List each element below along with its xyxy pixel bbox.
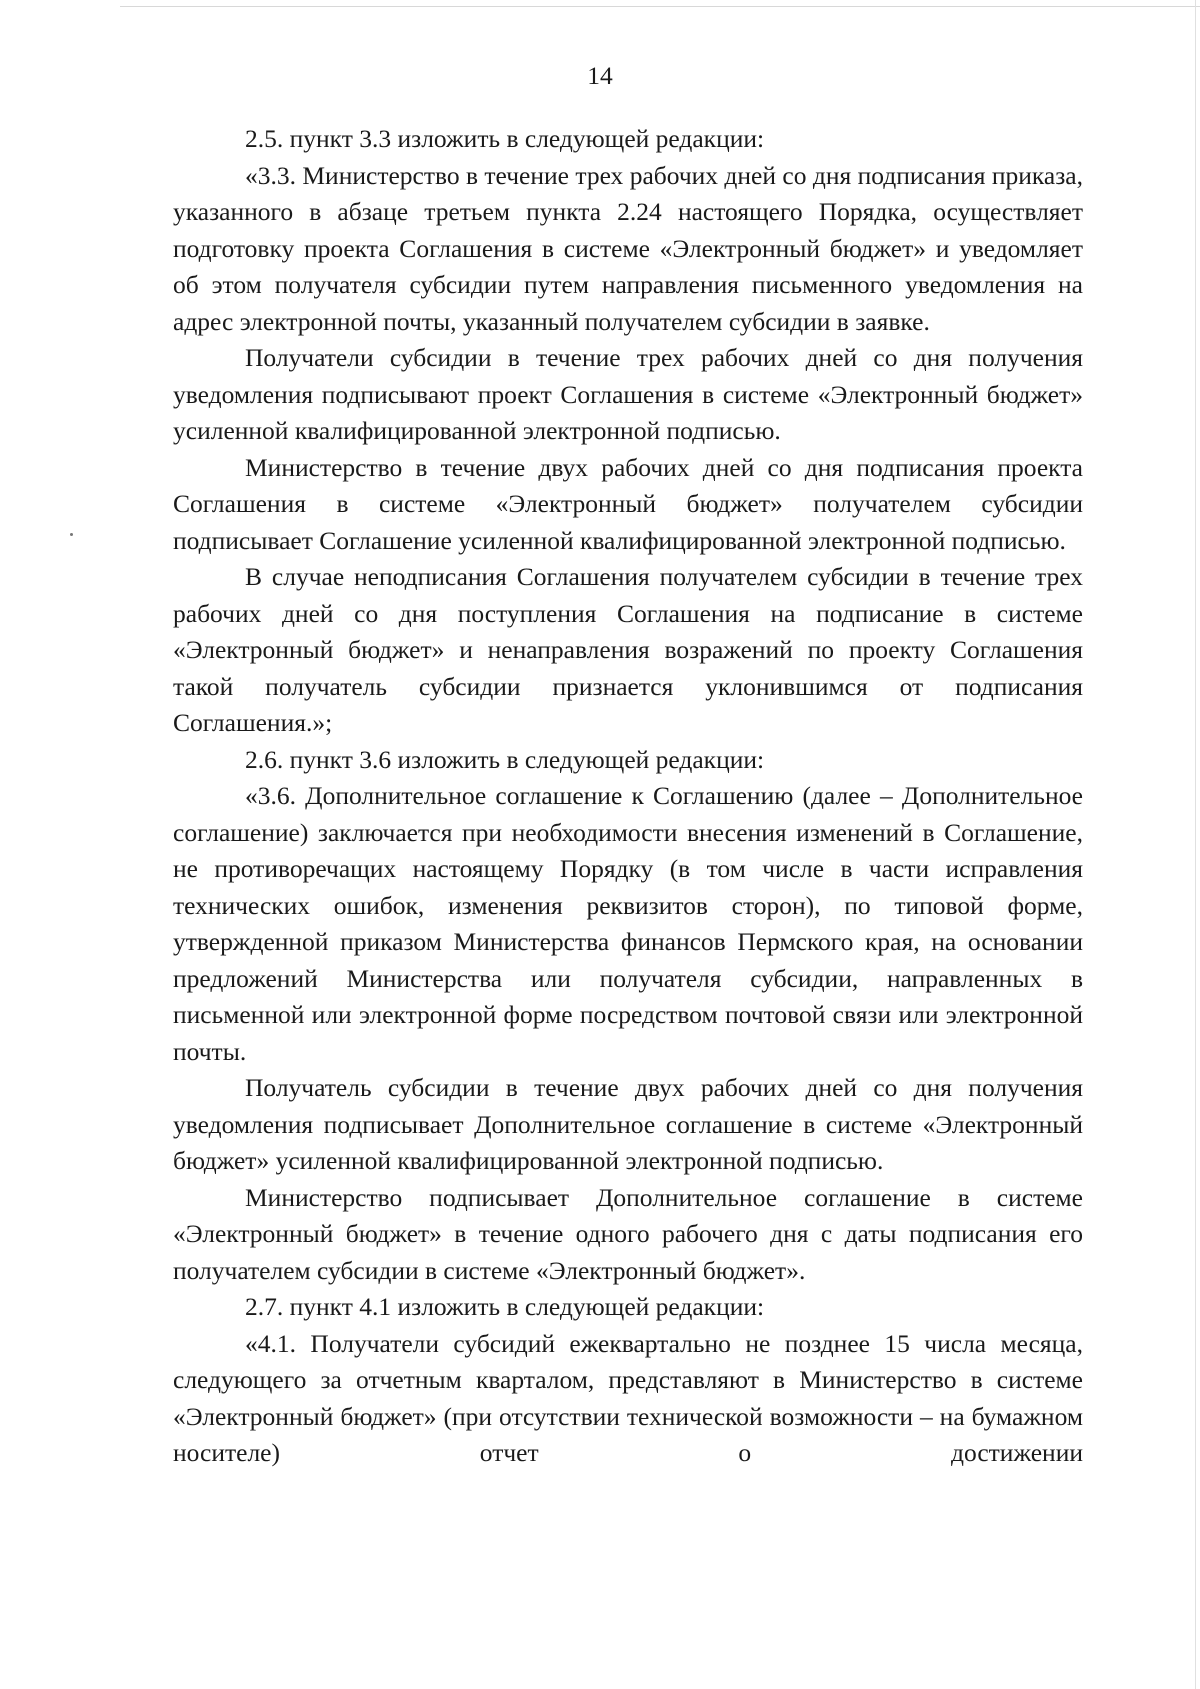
paragraph-recipients-sign: Получатели субсидии в течение трех рабочих дней со дня получения уведомления подписывают проект Соглашения в системе «Электронный бюджет» усиленной квалифицированной электронной подписью. (173, 343, 1083, 445)
paragraph-ministry-sign-additional: Министерство подписывает Дополнительное соглашение в системе «Электронный бюджет» в течение одного рабочего дня с даты подписания его получателем субсидии в системе «Электронный бюджет». (173, 1182, 1083, 1285)
paragraph-ministry-sign: Министерство в течение двух рабочих дней со дня подписания проекта Соглашения в системе «Электронный бюджет» получателем субсидии подписывает Соглашение усиленной квалифицированной электронной подписью. (173, 452, 1083, 555)
paragraph-2-7-heading: 2.7. пункт 4.1 изложить в следующей редакции: (245, 1292, 765, 1321)
paragraph-4-1: «4.1. Получатели субсидий ежеквартально не позднее 15 числа месяца, следующего за отчетным кварталом, представляют в Министерство в системе «Электронный бюджет» (при отсутствии технической возможности – на бумажном носителе) отчет о достижении (173, 1328, 1083, 1467)
scan-speck (70, 533, 73, 536)
document-body (173, 121, 1083, 1472)
paragraph-2-6-heading: 2.6. пункт 3.6 изложить в следующей редакции: (245, 744, 765, 774)
paragraph-refusal: В случае неподписания Соглашения получателем субсидии в течение трех рабочих дней со дня поступления Соглашения на подписание в системе «Электронный бюджет» и ненаправления возражений по проекту Соглашения такой получатель субсидии признается уклонившимся от подписания Соглашения.»; (173, 562, 1083, 737)
paragraph-2-5-heading: 2.5. пункт 3.3 изложить в следующей редакции: (245, 124, 765, 153)
paragraph-recipient-sign-additional: Получатель субсидии в течение двух рабочих дней со дня получения уведомления подписывает Дополнительное соглашение в системе «Электронный бюджет» усиленной квалифицированной электронной подписью. (173, 1073, 1083, 1175)
page-number: 14 (587, 61, 613, 90)
paragraph-3-3: «3.3. Министерство в течение трех рабочих дней со дня подписания приказа, указанного в абзаце третьем пункта 2.24 настоящего Порядка, осуществляет подготовку проекта Соглашения в системе «Электронный бюджет» и уведомляет об этом получателя субсидии путем направления письменного уведомления на адрес электронной почты, указанный получателем субсидии в заявке. (173, 160, 1083, 336)
paragraph-3-6: «3.6. Дополнительное соглашение к Соглашению (далее – Дополнительное соглашение) заключается при необходимости внесения изменений в Соглашение, не противоречащих настоящему Порядку (в том числе в части исправления технических ошибок, изменения реквизитов сторон), по типовой форме, утвержденной приказом Министерства финансов Пермского края, на основании предложений Министерства или получателя субсидии, направленных в письменной или электронной форме посредством почтовой связи или электронной почты. (173, 781, 1083, 1066)
scan-edge-right (1195, 0, 1196, 1689)
scan-edge-top (120, 6, 1200, 7)
